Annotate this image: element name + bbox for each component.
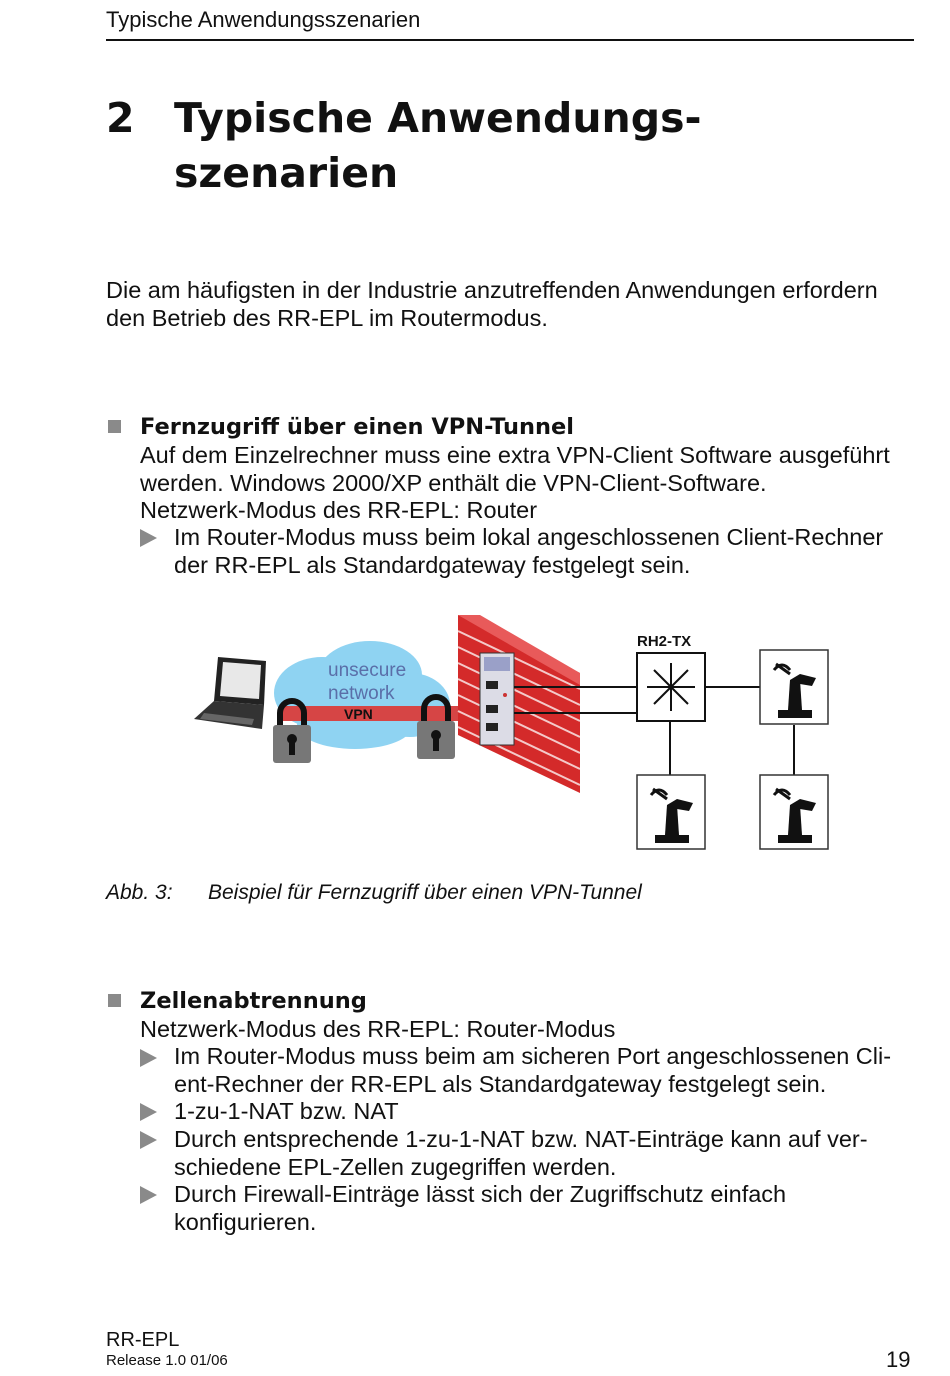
vpn-tunnel-bar — [282, 706, 470, 721]
section1-list-item — [174, 524, 924, 579]
section-bullet-square — [108, 994, 121, 1007]
section1-text — [140, 442, 930, 525]
section-bullet-square — [108, 420, 121, 433]
section2-item-line: Im Router-Modus muss beim am sicheren Port angeschlossenen Cli- — [174, 1043, 892, 1069]
section1-item-line-2: der RR-EPL als Standardgateway festgelegt sein. — [174, 551, 691, 578]
section1-line-2: werden. Windows 2000/XP enthält die VPN-Client-Software. — [140, 469, 767, 496]
running-header: Typische Anwendungsszenarien — [106, 7, 421, 32]
switch-icon — [637, 653, 705, 721]
chapter-title-line-2: szenarien — [174, 149, 399, 197]
section1-item-line-1: Im Router-Modus muss beim lokal angeschlossenen Client-Rechner — [174, 524, 884, 550]
vpn-tunnel-label: VPN — [344, 706, 373, 722]
robot-arm-icon — [637, 775, 705, 849]
switch-label: RH2-TX — [637, 633, 692, 650]
robot-arm-icon — [760, 650, 828, 724]
section1-heading: Fernzugriff über einen VPN-Tunnel — [140, 414, 575, 440]
page-number: 19 — [886, 1347, 911, 1372]
section2-item-line: schiedene EPL-Zellen zugegriffen werden. — [174, 1153, 617, 1180]
footer-release: Release 1.0 01/06 — [106, 1352, 228, 1369]
chapter-number: 2 — [106, 94, 135, 142]
intro-line-1: Die am häufigsten in der Industrie anzutreffenden Anwendungen erfordern — [106, 277, 878, 303]
section2-list-item — [174, 1181, 924, 1236]
section2-list-item — [174, 1098, 924, 1126]
header-rule — [106, 39, 914, 41]
firewall-icon — [458, 615, 580, 793]
section1-line-1: Auf dem Einzelrechner muss eine extra VPN-Client Software ausgeführt — [140, 442, 890, 468]
chapter-title-line-1: Typische Anwendungs- — [174, 94, 702, 142]
arrow-bullet-icon — [140, 1131, 157, 1149]
arrow-bullet-icon — [140, 1049, 157, 1067]
section2-item-line: Durch Firewall-Einträge lässt sich der Zugriffschutz einfach — [174, 1181, 787, 1207]
section2-item-line: 1-zu-1-NAT bzw. NAT — [174, 1098, 399, 1124]
intro-paragraph — [106, 277, 926, 332]
cloud-label-line-1: unsecure — [328, 660, 407, 681]
figure-caption-label: Abb. 3: — [106, 881, 173, 904]
section2-item-line: konfigurieren. — [174, 1208, 317, 1235]
vpn-network-diagram — [180, 605, 860, 875]
arrow-bullet-icon — [140, 1186, 157, 1204]
footer-product: RR-EPL — [106, 1329, 180, 1351]
laptop-icon — [194, 657, 266, 729]
arrow-bullet-icon — [140, 529, 157, 547]
section2-list-item — [174, 1126, 924, 1181]
section1-line-3: Netzwerk-Modus des RR-EPL: Router — [140, 497, 538, 523]
chapter-title — [174, 91, 874, 201]
intro-line-2: den Betrieb des RR-EPL im Routermodus. — [106, 304, 548, 331]
section2-line-1: Netzwerk-Modus des RR-EPL: Router-Modus — [140, 1016, 616, 1042]
section2-item-line: ent-Rechner der RR-EPL als Standardgateway festgelegt sein. — [174, 1070, 827, 1097]
section2-heading: Zellenabtrennung — [140, 988, 367, 1014]
section2-item-line: Durch entsprechende 1-zu-1-NAT bzw. NAT-Einträge kann auf ver- — [174, 1126, 868, 1152]
arrow-bullet-icon — [140, 1103, 157, 1121]
section2-list-item — [174, 1043, 924, 1098]
robot-arm-icon — [760, 775, 828, 849]
rr-epl-device-icon — [480, 653, 514, 745]
cloud-label-line-2: network — [328, 683, 395, 704]
figure-caption-text: Beispiel für Fernzugriff über einen VPN-Tunnel — [208, 881, 642, 904]
